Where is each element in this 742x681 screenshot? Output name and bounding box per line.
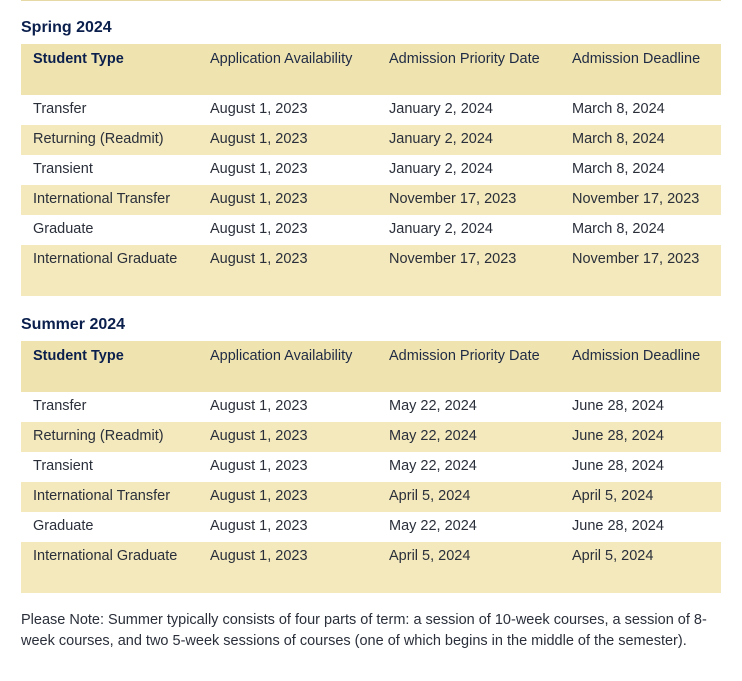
cell-priority-date: January 2, 2024 — [389, 101, 493, 117]
cell-application-availability: August 1, 2023 — [210, 398, 308, 414]
cell-priority-date: May 22, 2024 — [389, 518, 477, 534]
cell-deadline: April 5, 2024 — [560, 482, 721, 512]
cell-priority-date: May 22, 2024 — [377, 422, 560, 452]
cell-student-type: Transient — [33, 161, 93, 177]
cell-student-type: Graduate — [33, 221, 94, 237]
cell-priority-date: April 5, 2024 — [377, 542, 560, 593]
cell-application-availability: August 1, 2023 — [210, 101, 308, 117]
cell-student-type: International Graduate — [21, 245, 198, 296]
table-header-row — [21, 44, 721, 95]
header-admission-priority-date: Admission Priority Date — [377, 44, 560, 95]
cell-priority-date: January 2, 2024 — [377, 125, 560, 155]
cell-student-type: Transfer — [33, 398, 87, 414]
cell-deadline: March 8, 2024 — [572, 161, 665, 177]
table-row — [21, 512, 721, 542]
cell-application-availability: August 1, 2023 — [198, 125, 377, 155]
header-application-availability: Application Availability — [198, 341, 377, 392]
cell-application-availability: August 1, 2023 — [198, 422, 377, 452]
cell-application-availability: August 1, 2023 — [198, 542, 377, 593]
cell-application-availability: August 1, 2023 — [198, 482, 377, 512]
summer-note: Please Note: Summer typically consists of four parts of term: a session of 10-week courses, a session of 8-week courses, and two 5-week sessions of courses (one of which begins in the middle of the semester). — [21, 612, 707, 649]
cell-application-availability: August 1, 2023 — [210, 221, 308, 237]
cell-deadline: November 17, 2023 — [560, 185, 721, 215]
cell-application-availability: August 1, 2023 — [198, 245, 377, 296]
spring-2024-section — [21, 17, 721, 296]
cell-student-type: Graduate — [33, 518, 94, 534]
header-admission-priority-date: Admission Priority Date — [377, 341, 560, 392]
table-row — [21, 542, 721, 593]
table-row — [21, 185, 721, 215]
cell-deadline: March 8, 2024 — [572, 221, 665, 237]
cell-deadline: April 5, 2024 — [560, 542, 721, 593]
table-row — [21, 95, 721, 125]
cell-deadline: March 8, 2024 — [560, 125, 721, 155]
cell-student-type: International Transfer — [21, 482, 198, 512]
cell-priority-date: November 17, 2023 — [377, 245, 560, 296]
table-row — [21, 482, 721, 512]
header-student-type: Student Type — [21, 44, 198, 95]
spring-section-title: Spring 2024 — [21, 19, 112, 36]
summer-2024-section — [21, 314, 721, 593]
cell-application-availability: August 1, 2023 — [210, 161, 308, 177]
summer-section-title: Summer 2024 — [21, 316, 126, 333]
cell-priority-date: January 2, 2024 — [389, 161, 493, 177]
cell-application-availability: August 1, 2023 — [210, 518, 308, 534]
cell-student-type: Returning (Readmit) — [21, 422, 198, 452]
top-divider — [21, 0, 721, 1]
cell-deadline: November 17, 2023 — [560, 245, 721, 296]
cell-deadline: June 28, 2024 — [572, 518, 664, 534]
table-row — [21, 125, 721, 155]
cell-deadline: March 8, 2024 — [572, 101, 665, 117]
header-admission-deadline: Admission Deadline — [560, 44, 721, 95]
table-header-row — [21, 341, 721, 392]
cell-application-availability: August 1, 2023 — [210, 458, 308, 474]
table-row — [21, 155, 721, 185]
cell-student-type: International Graduate — [21, 542, 198, 593]
table-row — [21, 215, 721, 245]
cell-deadline: June 28, 2024 — [572, 398, 664, 414]
table-row — [21, 452, 721, 482]
summer-deadlines-table — [21, 341, 721, 593]
cell-deadline: June 28, 2024 — [560, 422, 721, 452]
cell-student-type: International Transfer — [21, 185, 198, 215]
table-row — [21, 245, 721, 296]
cell-priority-date: January 2, 2024 — [389, 221, 493, 237]
cell-student-type: Transient — [33, 458, 93, 474]
cell-priority-date: May 22, 2024 — [389, 458, 477, 474]
cell-application-availability: August 1, 2023 — [198, 185, 377, 215]
header-application-availability: Application Availability — [198, 44, 377, 95]
cell-priority-date: November 17, 2023 — [377, 185, 560, 215]
cell-deadline: June 28, 2024 — [572, 458, 664, 474]
cell-priority-date: May 22, 2024 — [389, 398, 477, 414]
table-row — [21, 392, 721, 422]
table-row — [21, 422, 721, 452]
cell-student-type: Returning (Readmit) — [21, 125, 198, 155]
spring-deadlines-table — [21, 44, 721, 296]
header-admission-deadline: Admission Deadline — [560, 341, 721, 392]
cell-student-type: Transfer — [33, 101, 87, 117]
header-student-type: Student Type — [21, 341, 198, 392]
cell-priority-date: April 5, 2024 — [377, 482, 560, 512]
